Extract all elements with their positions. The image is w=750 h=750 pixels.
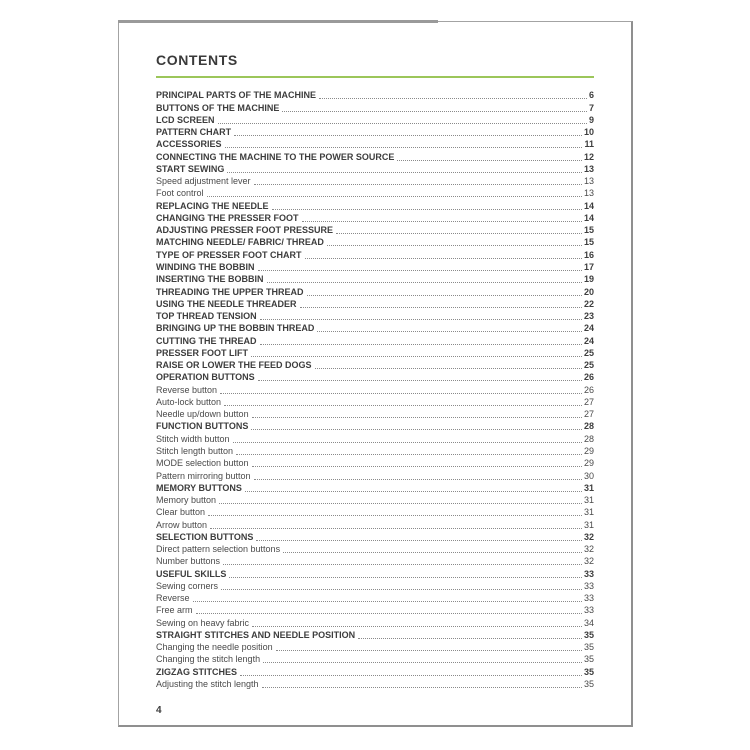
- dotted-leader: [282, 111, 587, 112]
- toc-entry-page: 33: [583, 580, 594, 591]
- toc-entry-page: 13: [583, 163, 594, 174]
- dotted-leader: [234, 135, 582, 136]
- toc-entry-page: 23: [583, 311, 594, 322]
- toc-entry: [156, 555, 594, 567]
- toc-entry-label: MATCHING NEEDLE/ FABRIC/ THREAD: [156, 237, 324, 248]
- toc-entry: [156, 506, 594, 518]
- toc-entry-page: 6: [588, 90, 594, 101]
- dotted-leader: [327, 245, 582, 246]
- document-page: [118, 21, 633, 727]
- toc-entry: [156, 653, 594, 665]
- toc-entry-label: Pattern mirroring button: [156, 470, 251, 481]
- toc-entry: [156, 604, 594, 616]
- toc-entry-label: Sewing corners: [156, 580, 219, 591]
- toc-entry-page: 25: [583, 360, 594, 371]
- dotted-leader: [251, 356, 582, 357]
- toc-entry-page: 9: [588, 114, 594, 125]
- dotted-leader: [336, 233, 582, 234]
- toc-entry-page: 28: [583, 421, 594, 432]
- toc-entry-page: 30: [583, 470, 594, 481]
- toc-entry-page: 35: [583, 629, 594, 640]
- toc-entry: [156, 310, 594, 322]
- toc-entry-label: Clear button: [156, 507, 206, 518]
- toc-entry-label: Foot control: [156, 188, 204, 199]
- toc-entry-page: 17: [583, 261, 594, 272]
- toc-entry: [156, 383, 594, 395]
- toc-entry-page: 35: [583, 679, 594, 690]
- toc-entry-label: START SEWING: [156, 163, 225, 174]
- dotted-leader: [256, 540, 582, 541]
- toc-entry-label: Needle up/down button: [156, 409, 249, 420]
- toc-entry-label: CUTTING THE THREAD: [156, 335, 257, 346]
- dotted-leader: [263, 662, 582, 663]
- toc-entry-page: 15: [583, 225, 594, 236]
- dotted-leader: [254, 479, 582, 480]
- toc-entry-page: 13: [583, 188, 594, 199]
- toc-entry: [156, 469, 594, 481]
- toc-entry-label: ZIGZAG STITCHES: [156, 666, 237, 677]
- toc-entry-page: 35: [583, 642, 594, 653]
- toc-entry: [156, 248, 594, 260]
- toc-entry: [156, 334, 594, 346]
- toc-entry-page: 20: [583, 286, 594, 297]
- toc-entry-label: ADJUSTING PRESSER FOOT PRESSURE: [156, 225, 334, 236]
- toc-entry: [156, 678, 594, 690]
- toc-entry-page: 31: [583, 482, 594, 493]
- toc-entry-page: 10: [583, 127, 594, 138]
- toc-entry-label: SELECTION BUTTONS: [156, 531, 254, 542]
- toc-entry: [156, 114, 594, 126]
- toc-entry-label: PATTERN CHART: [156, 127, 232, 138]
- dotted-leader: [223, 564, 582, 565]
- dotted-leader: [258, 270, 582, 271]
- toc-entry: [156, 175, 594, 187]
- toc-entry-label: ACCESSORIES: [156, 139, 222, 150]
- dotted-leader: [317, 331, 582, 332]
- dotted-leader: [233, 442, 582, 443]
- dotted-leader: [221, 589, 582, 590]
- dotted-leader: [397, 160, 582, 161]
- dotted-leader: [251, 429, 582, 430]
- toc-entry-page: 33: [583, 568, 594, 579]
- toc-entry-label: LCD SCREEN: [156, 114, 215, 125]
- toc-entry: [156, 408, 594, 420]
- page-content: [119, 22, 631, 716]
- dotted-leader: [358, 638, 582, 639]
- toc-entry: [156, 432, 594, 444]
- toc-entry: [156, 187, 594, 199]
- dotted-leader: [227, 172, 582, 173]
- dotted-leader: [272, 209, 582, 210]
- toc-entry-page: 22: [583, 298, 594, 309]
- dotted-leader: [267, 282, 582, 283]
- dotted-leader: [207, 196, 582, 197]
- toc-entry-label: Free arm: [156, 605, 193, 616]
- toc-entry: [156, 482, 594, 494]
- toc-entry-label: Stitch length button: [156, 445, 234, 456]
- toc-entry: [156, 138, 594, 150]
- toc-entry-label: REPLACING THE NEEDLE: [156, 200, 269, 211]
- toc-entry-page: 35: [583, 654, 594, 665]
- dotted-leader: [260, 319, 582, 320]
- toc-entry-label: USEFUL SKILLS: [156, 568, 227, 579]
- toc-entry: [156, 445, 594, 457]
- toc-entry: [156, 224, 594, 236]
- dotted-leader: [225, 147, 583, 148]
- toc-entry-label: PRINCIPAL PARTS OF THE MACHINE: [156, 90, 317, 101]
- toc-entry-page: 31: [583, 495, 594, 506]
- toc-entry-label: Reverse: [156, 593, 190, 604]
- toc-entry-page: 33: [583, 605, 594, 616]
- contents-title: CONTENTS: [156, 53, 594, 78]
- toc-entry-label: Number buttons: [156, 556, 221, 567]
- toc-entry: [156, 126, 594, 138]
- toc-entry: [156, 347, 594, 359]
- dotted-leader: [260, 344, 582, 345]
- toc-entry-page: 24: [583, 323, 594, 334]
- dotted-leader: [319, 98, 587, 99]
- toc-entry: [156, 531, 594, 543]
- toc-entry-label: STRAIGHT STITCHES AND NEEDLE POSITION: [156, 629, 356, 640]
- toc-entry: [156, 273, 594, 285]
- toc-entry-label: Sewing on heavy fabric: [156, 617, 250, 628]
- toc-entry: [156, 518, 594, 530]
- toc-entry: [156, 641, 594, 653]
- dotted-leader: [302, 221, 582, 222]
- dotted-leader: [220, 393, 582, 394]
- toc-entry: [156, 665, 594, 677]
- toc-entry-page: 29: [583, 445, 594, 456]
- toc-entry-page: 34: [583, 617, 594, 628]
- dotted-leader: [193, 601, 582, 602]
- toc-entry-page: 7: [588, 102, 594, 113]
- toc-entry: [156, 457, 594, 469]
- toc-entry: [156, 396, 594, 408]
- toc-entry-label: Stitch width button: [156, 433, 230, 444]
- toc-entry: [156, 163, 594, 175]
- toc-entry-label: WINDING THE BOBBIN: [156, 261, 255, 272]
- toc-entry: [156, 285, 594, 297]
- toc-entry-label: OPERATION BUTTONS: [156, 372, 255, 383]
- dotted-leader: [252, 417, 582, 418]
- toc-entry: [156, 236, 594, 248]
- toc-entry-page: 27: [583, 409, 594, 420]
- toc-entry: [156, 101, 594, 113]
- toc-entry: [156, 298, 594, 310]
- toc-entry-label: Memory button: [156, 495, 217, 506]
- toc-entry-label: MEMORY BUTTONS: [156, 482, 242, 493]
- toc-entry-label: PRESSER FOOT LIFT: [156, 347, 249, 358]
- toc-entry-page: 31: [583, 519, 594, 530]
- toc-entry: [156, 543, 594, 555]
- toc-entry-label: Direct pattern selection buttons: [156, 544, 281, 555]
- dotted-leader: [262, 687, 582, 688]
- toc-entry: [156, 199, 594, 211]
- dotted-leader: [219, 503, 582, 504]
- toc-entry: [156, 150, 594, 162]
- toc-entry-page: 32: [583, 556, 594, 567]
- dotted-leader: [300, 307, 582, 308]
- toc-list: [156, 89, 594, 690]
- toc-entry: [156, 420, 594, 432]
- toc-entry-label: Arrow button: [156, 519, 208, 530]
- toc-entry-page: 25: [583, 347, 594, 358]
- toc-entry: [156, 359, 594, 371]
- toc-entry-page: 33: [583, 593, 594, 604]
- toc-entry-label: RAISE OR LOWER THE FEED DOGS: [156, 360, 312, 371]
- toc-entry-page: 26: [583, 372, 594, 383]
- toc-entry-page: 24: [583, 335, 594, 346]
- toc-entry: [156, 592, 594, 604]
- toc-entry: [156, 494, 594, 506]
- toc-entry-page: 32: [583, 531, 594, 542]
- toc-entry-label: TYPE OF PRESSER FOOT CHART: [156, 249, 302, 260]
- toc-entry-page: 31: [583, 507, 594, 518]
- dotted-leader: [252, 626, 582, 627]
- toc-entry: [156, 567, 594, 579]
- toc-entry-page: 14: [583, 212, 594, 223]
- dotted-leader: [252, 466, 582, 467]
- toc-entry-page: 35: [583, 666, 594, 677]
- toc-entry-page: 11: [584, 139, 594, 150]
- toc-entry-label: BRINGING UP THE BOBBIN THREAD: [156, 323, 315, 334]
- toc-entry-label: Speed adjustment lever: [156, 176, 251, 187]
- toc-entry-label: INSERTING THE BOBBIN: [156, 274, 264, 285]
- toc-entry: [156, 629, 594, 641]
- toc-entry-label: CHANGING THE PRESSER FOOT: [156, 212, 299, 223]
- dotted-leader: [258, 380, 582, 381]
- toc-entry-page: 32: [583, 544, 594, 555]
- dotted-leader: [315, 368, 582, 369]
- toc-entry-page: 14: [583, 200, 594, 211]
- page-number: 4: [156, 705, 162, 717]
- toc-entry: [156, 212, 594, 224]
- toc-entry-label: Adjusting the stitch length: [156, 679, 259, 690]
- dotted-leader: [218, 123, 587, 124]
- toc-entry-page: 15: [583, 237, 594, 248]
- toc-entry: [156, 89, 594, 101]
- toc-entry-label: BUTTONS OF THE MACHINE: [156, 102, 280, 113]
- dotted-leader: [208, 515, 582, 516]
- toc-entry: [156, 616, 594, 628]
- toc-entry-page: 26: [583, 384, 594, 395]
- toc-entry: [156, 371, 594, 383]
- dotted-leader: [307, 295, 582, 296]
- dotted-leader: [210, 528, 582, 529]
- toc-entry-label: Reverse button: [156, 384, 218, 395]
- toc-entry-label: Auto-lock button: [156, 396, 222, 407]
- toc-entry-page: 19: [583, 274, 594, 285]
- toc-entry-label: Changing the needle position: [156, 642, 273, 653]
- dotted-leader: [276, 650, 582, 651]
- dotted-leader: [236, 454, 582, 455]
- toc-entry: [156, 261, 594, 273]
- toc-entry-label: Changing the stitch length: [156, 654, 261, 665]
- toc-entry-page: 16: [583, 249, 594, 260]
- dotted-leader: [240, 675, 582, 676]
- dotted-leader: [305, 258, 582, 259]
- dotted-leader: [196, 613, 582, 614]
- toc-entry-label: TOP THREAD TENSION: [156, 311, 257, 322]
- dotted-leader: [224, 405, 582, 406]
- toc-entry-page: 28: [583, 433, 594, 444]
- dotted-leader: [245, 491, 582, 492]
- dotted-leader: [229, 577, 582, 578]
- toc-entry-page: 12: [583, 151, 594, 162]
- dotted-leader: [254, 184, 582, 185]
- toc-entry-label: THREADING THE UPPER THREAD: [156, 286, 304, 297]
- dotted-leader: [283, 552, 582, 553]
- toc-entry-label: FUNCTION BUTTONS: [156, 421, 249, 432]
- toc-entry-page: 13: [583, 176, 594, 187]
- toc-entry-page: 29: [583, 458, 594, 469]
- toc-entry-page: 27: [583, 396, 594, 407]
- toc-entry: [156, 580, 594, 592]
- toc-entry-label: CONNECTING THE MACHINE TO THE POWER SOURCE: [156, 151, 395, 162]
- toc-entry-label: MODE selection button: [156, 458, 249, 469]
- toc-entry-label: USING THE NEEDLE THREADER: [156, 298, 297, 309]
- toc-entry: [156, 322, 594, 334]
